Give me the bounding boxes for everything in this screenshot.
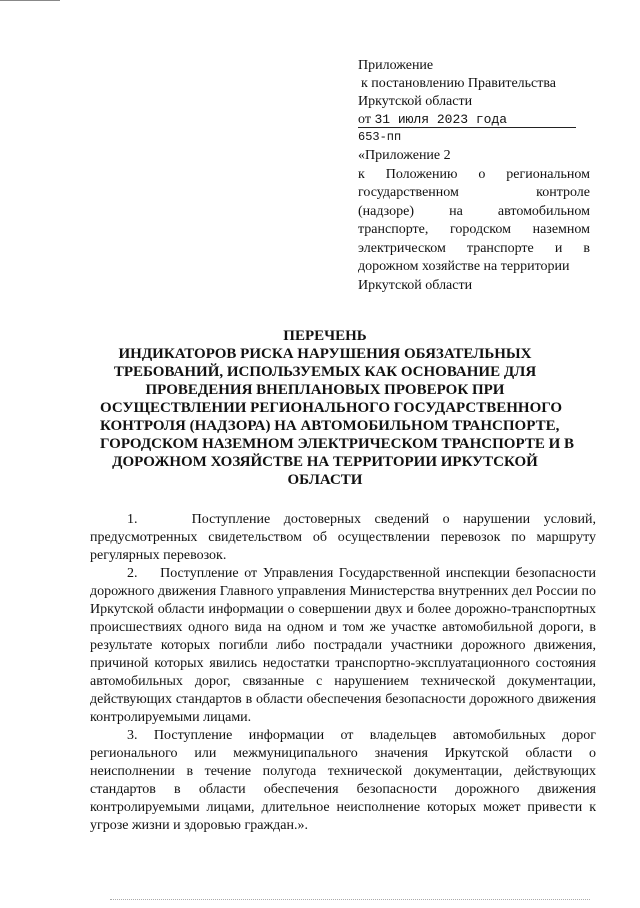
title-line: ДОРОЖНОМ ХОЗЯЙСТВЕ НА ТЕРРИТОРИИ ИРКУТСКОЙ bbox=[112, 454, 538, 470]
list-item: 3. Поступление информации от владельцев автомобильных дорог регионального или межмуниципального значения Иркутской области о неисполнении в течение полугода технической документации, действующих стандартов в области обеспечения безопасности дорожного движения контролируемыми лицами, длительное неисполнение которых может привести к угрозе жизни и здоровью граждан.». bbox=[90, 728, 596, 833]
scan-edge-mark bbox=[110, 899, 590, 900]
document-body bbox=[90, 511, 596, 835]
appendix2-line: государственном контроле bbox=[358, 185, 590, 200]
appendix2-line: электрическом транспорте и в bbox=[358, 240, 590, 256]
title-line: ОСУЩЕСТВЛЕНИИ РЕГИОНАЛЬНОГО ГОСУДАРСТВЕННОГО bbox=[100, 400, 563, 416]
appendix2-line: к Положению о региональном bbox=[358, 166, 590, 182]
title-line: ГОРОДСКОМ НАЗЕМНОМ ЭЛЕКТРИЧЕСКОМ ТРАНСПОРТЕ И В bbox=[100, 436, 575, 452]
title-line: ПЕРЕЧЕНЬ bbox=[283, 328, 367, 344]
appendix2-line: дорожном хозяйстве на территории bbox=[358, 259, 570, 274]
appendix2-line: Иркутской области bbox=[358, 277, 473, 293]
appendix-resolution: к постановлению Правительства bbox=[361, 76, 557, 91]
appendix2-block bbox=[358, 147, 590, 295]
scan-edge-mark bbox=[0, 0, 60, 1]
resolution-number: 653-пп bbox=[358, 130, 402, 144]
appendix2-line: транспорте, городском наземном bbox=[358, 222, 590, 237]
appendix-date bbox=[358, 111, 590, 129]
title-line: ОБЛАСТИ bbox=[287, 472, 363, 488]
list-item: 1. Поступление достоверных сведений о нарушении условий, предусмотренных свидетельством об осуществлении перевозок по маршруту регулярных перевозок. bbox=[90, 512, 596, 563]
document-title bbox=[100, 327, 575, 489]
appendix-header bbox=[358, 57, 590, 295]
appendix-region: Иркутской области bbox=[358, 94, 473, 109]
appendix2-line: «Приложение 2 bbox=[358, 148, 451, 163]
date-prefix: от bbox=[358, 112, 371, 127]
list-item: 2. Поступление от Управления Государственной инспекции безопасности дорожного движения Главного управления Министерства внутренних дел России по Иркутской области информации о совершении двух и более дорожно-транспортных происшествиях одного вида на одном и том же участке автомобильной дороги, в результате которых погибли либо пострадали участники дорожного движения, причиной которых явились недостатки транспортно-эксплуатационного состояния автомобильных дорог, связанные с нарушением технической документации, действующих стандартов в области обеспечения безопасности дорожного движения контролируемыми лицами. bbox=[90, 566, 596, 725]
date-value: 31 июля 2023 года bbox=[374, 112, 508, 127]
title-line: КОНТРОЛЯ (НАДЗОРА) НА АВТОМОБИЛЬНОМ ТРАНСПОРТЕ, bbox=[100, 418, 560, 434]
title-line: ТРЕБОВАНИЙ, ИСПОЛЬЗУЕМЫХ КАК ОСНОВАНИЕ ДЛЯ bbox=[113, 364, 537, 380]
title-line: ПРОВЕДЕНИЯ ВНЕПЛАНОВЫХ ПРОВЕРОК ПРИ bbox=[145, 382, 505, 398]
appendix-label: Приложение bbox=[358, 58, 434, 73]
date-underline bbox=[358, 127, 576, 128]
appendix2-line: (надзоре) на автомобильном bbox=[358, 203, 590, 219]
title-line: ИНДИКАТОРОВ РИСКА НАРУШЕНИЯ ОБЯЗАТЕЛЬНЫХ bbox=[118, 346, 532, 362]
